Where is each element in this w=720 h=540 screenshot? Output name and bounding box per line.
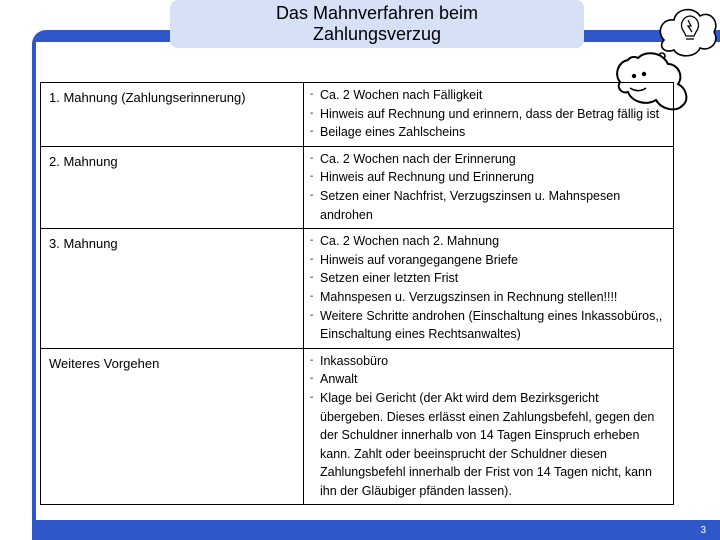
list-item: - Ca. 2 Wochen nach Fälligkeit [310,86,665,105]
table-row [41,146,674,228]
list-item: - Ca. 2 Wochen nach der Erinnerung [310,150,665,169]
list-item: - Hinweis auf Rechnung und Erinnerung [310,168,665,187]
table-row [41,83,674,147]
dunning-stage: 3. Mahnung [41,229,304,349]
list-item: - Weitere Schritte androhen (Einschaltung eines Inkassobüros,, Einschaltung eines Rechtsanwaltes) [310,307,665,344]
stage-details [304,146,674,228]
dunning-stage: Weiteres Vorgehen [41,348,304,505]
dunning-stage: 1. Mahnung (Zahlungserinnerung) [41,83,304,147]
list-item: - Klage bei Gericht (der Akt wird dem Bezirksgericht übergeben. Dieses erlässt einen Zahlungsbefehl, gegen den der Schuldner innerhalb von 14 Tagen Einspruch erheben kann. Zahlt oder beeinsprucht der Schuldner diesen Zahlungsbefehl innerhalb der Frist von 14 Tagen nicht, kann ihn der Gläubiger pfänden lassen). [310,389,665,501]
list-item: - Mahnspesen u. Verzugszinsen in Rechnung stellen!!!! [310,288,665,307]
title-box [170,0,584,48]
stage-details [304,229,674,349]
dunning-stage: 2. Mahnung [41,146,304,228]
page-title: Das Mahnverfahren beim Zahlungsverzug [275,3,479,44]
list-item: - Ca. 2 Wochen nach 2. Mahnung [310,232,665,251]
stage-details [304,348,674,505]
list-item: - Inkassobüro [310,352,665,371]
table-row [41,348,674,505]
stage-details [304,83,674,147]
slide-number: 3 [700,525,706,536]
dunning-procedure-table [40,82,674,505]
list-item: - Hinweis auf Rechnung und erinnern, dass der Betrag fällig ist [310,105,665,124]
table-row [41,229,674,349]
list-item: - Hinweis auf vorangegangene Briefe [310,251,665,270]
list-item: - Setzen einer letzten Frist [310,269,665,288]
list-item: - Beilage eines Zahlscheins [310,123,665,142]
list-item: - Setzen einer Nachfrist, Verzugszinsen u. Mahnspesen androhen [310,187,665,224]
list-item: - Anwalt [310,370,665,389]
